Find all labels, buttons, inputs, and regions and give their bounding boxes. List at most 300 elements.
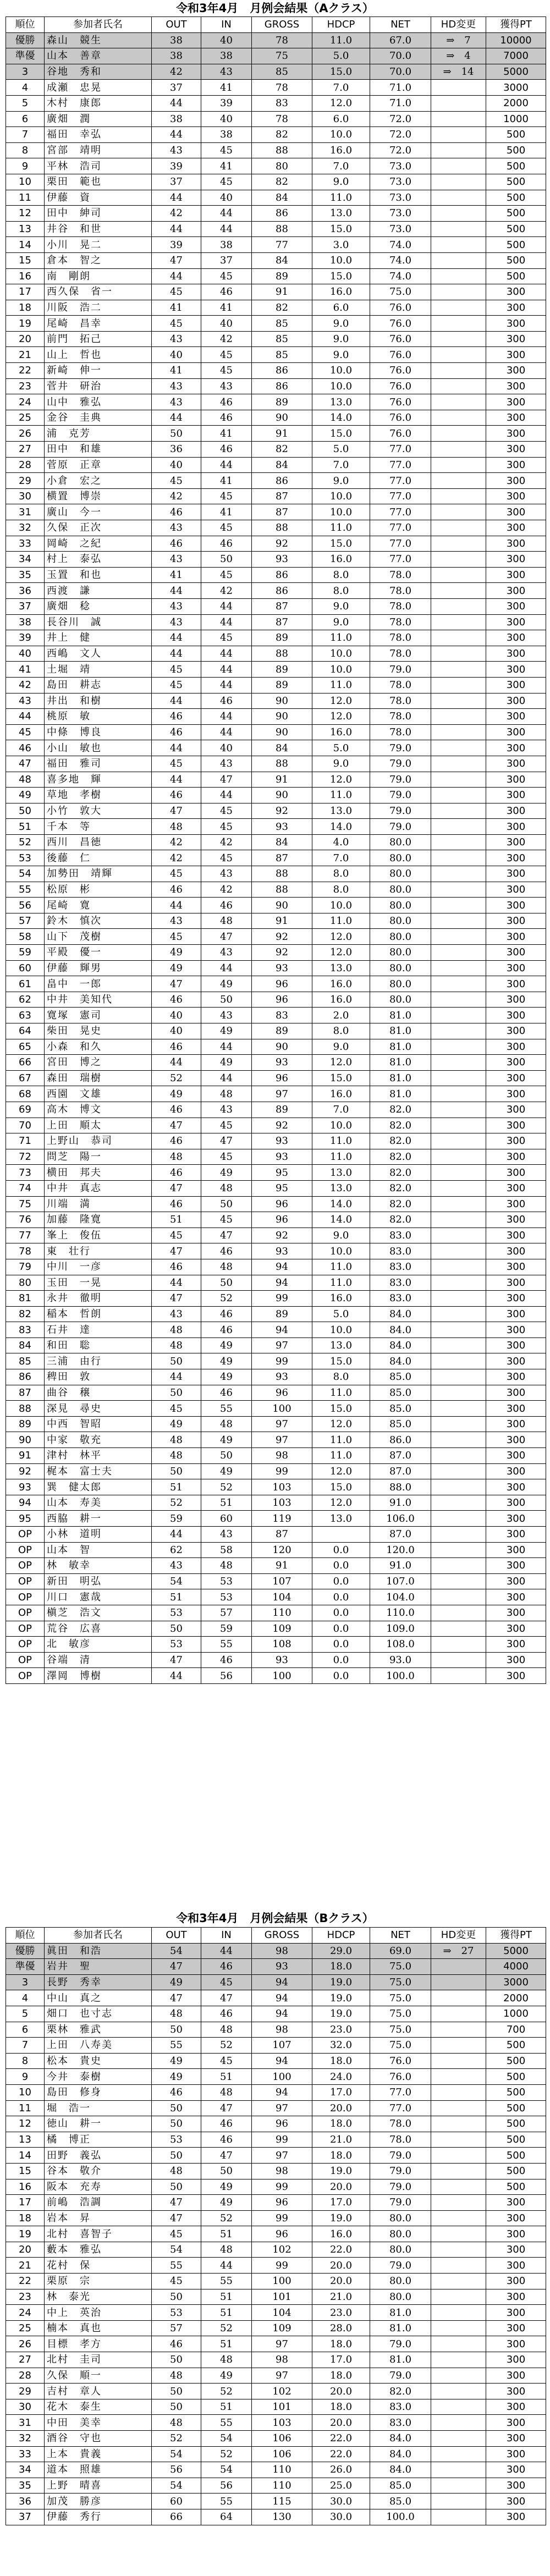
cell-rank: 33 — [6, 536, 45, 552]
table-row — [6, 1432, 546, 1448]
table-row — [6, 1149, 546, 1165]
cell-net: 108.0 — [370, 1637, 431, 1653]
table-row — [6, 520, 546, 536]
cell-in: 52 — [201, 2210, 252, 2226]
cell-name: 菅井 研治 — [45, 378, 152, 394]
cell-hd-change — [431, 2163, 486, 2179]
cell-hd-change: ⇒ 7 — [431, 32, 486, 48]
cell-points: 300 — [486, 724, 546, 740]
cell-points: 300 — [486, 1369, 546, 1385]
cell-hd-change — [431, 709, 486, 725]
cell-out: 46 — [152, 882, 201, 898]
table-row — [6, 2195, 546, 2211]
cell-rank: 94 — [6, 1495, 45, 1511]
cell-name: 島田 耕志 — [45, 677, 152, 693]
cell-name: 巽 健太郎 — [45, 1479, 152, 1495]
cell-points: 300 — [486, 677, 546, 693]
cell-hd-change — [431, 1479, 486, 1495]
cell-gross: 96 — [252, 1070, 312, 1086]
cell-rank: 35 — [6, 2478, 45, 2494]
column-header-gross: GROSS — [252, 1928, 312, 1944]
cell-net: 75.0 — [370, 1959, 431, 1975]
cell-out: 46 — [152, 2336, 201, 2352]
cell-out: 40 — [152, 1023, 201, 1039]
cell-in: 58 — [201, 1542, 252, 1558]
cell-out: 42 — [152, 64, 201, 80]
cell-in: 48 — [201, 1180, 252, 1196]
cell-out: 47 — [152, 803, 201, 819]
cell-hd-change — [431, 237, 486, 253]
cell-rank: 7 — [6, 127, 45, 143]
cell-in: 54 — [201, 2431, 252, 2447]
cell-name: 山上 哲也 — [45, 347, 152, 363]
cell-points: 300 — [486, 488, 546, 504]
cell-hd-change — [431, 740, 486, 756]
cell-rank: 24 — [6, 394, 45, 410]
table-row — [6, 1086, 546, 1102]
cell-rank: 23 — [6, 378, 45, 394]
cell-rank: 76 — [6, 1212, 45, 1228]
cell-in: 46 — [201, 1306, 252, 1322]
cell-rank: 12 — [6, 2116, 45, 2132]
cell-gross: 103 — [252, 2415, 312, 2431]
cell-hdcp: 15.0 — [312, 426, 370, 442]
cell-gross: 77 — [252, 237, 312, 253]
cell-out: 47 — [152, 1180, 201, 1196]
cell-hd-change — [431, 2100, 486, 2116]
cell-rank: 53 — [6, 850, 45, 866]
cell-in: 44 — [201, 1943, 252, 1959]
cell-points: 300 — [486, 1180, 546, 1196]
cell-gross: 88 — [252, 866, 312, 882]
table-row — [6, 1353, 546, 1369]
cell-rank: 77 — [6, 1228, 45, 1243]
cell-net: 80.0 — [370, 2210, 431, 2226]
table-row — [6, 1511, 546, 1527]
cell-net: 85.0 — [370, 1401, 431, 1417]
cell-hdcp: 19.0 — [312, 2006, 370, 2022]
cell-net: 78.0 — [370, 2116, 431, 2132]
cell-name: 上田 順太 — [45, 1118, 152, 1133]
cell-out: 60 — [152, 2494, 201, 2509]
cell-points: 300 — [486, 1259, 546, 1275]
cell-net: 73.0 — [370, 206, 431, 222]
cell-gross: 86 — [252, 378, 312, 394]
cell-gross: 99 — [252, 1291, 312, 1307]
column-header-net: NET — [370, 1928, 431, 1944]
cell-out: 44 — [152, 772, 201, 788]
cell-hdcp: 12.0 — [312, 693, 370, 709]
cell-rank: 85 — [6, 1353, 45, 1369]
cell-hd-change — [431, 1008, 486, 1023]
cell-points: 300 — [486, 2274, 546, 2289]
cell-name: 草地 孝樹 — [45, 788, 152, 803]
cell-net: 81.0 — [370, 1023, 431, 1039]
column-header-points: 獲得PT — [486, 17, 546, 33]
cell-net: 78.0 — [370, 567, 431, 583]
cell-in: 38 — [201, 127, 252, 143]
cell-hdcp: 8.0 — [312, 1023, 370, 1039]
cell-hd-change — [431, 1228, 486, 1243]
cell-in: 46 — [201, 1385, 252, 1401]
cell-hdcp: 18.0 — [312, 1959, 370, 1975]
cell-out: 45 — [152, 2226, 201, 2242]
table-row — [6, 598, 546, 614]
cell-net: 77.0 — [370, 2100, 431, 2116]
table-row — [6, 2132, 546, 2148]
cell-in: 45 — [201, 1212, 252, 1228]
cell-name: 井谷 和世 — [45, 221, 152, 237]
table-row — [6, 992, 546, 1008]
cell-hd-change — [431, 2226, 486, 2242]
table-row — [6, 1558, 546, 1574]
cell-name: 後藤 仁 — [45, 850, 152, 866]
cell-gross: 89 — [252, 662, 312, 678]
cell-points: 300 — [486, 363, 546, 379]
cell-net: 83.0 — [370, 1228, 431, 1243]
cell-net: 104.0 — [370, 1589, 431, 1605]
cell-hd-change — [431, 788, 486, 803]
cell-in: 51 — [201, 2399, 252, 2415]
cell-gross: 92 — [252, 803, 312, 819]
cell-name: 三浦 由行 — [45, 1353, 152, 1369]
cell-hd-change — [431, 2179, 486, 2195]
cell-out: 48 — [152, 2415, 201, 2431]
cell-name: 尾崎 昌幸 — [45, 316, 152, 332]
cell-hdcp: 13.0 — [312, 1180, 370, 1196]
cell-rank: 73 — [6, 1165, 45, 1181]
cell-rank: 71 — [6, 1133, 45, 1149]
cell-net: 82.0 — [370, 1212, 431, 1228]
cell-gross: 93 — [252, 552, 312, 568]
cell-points: 300 — [486, 772, 546, 788]
cell-out: 52 — [152, 1495, 201, 1511]
cell-in: 51 — [201, 2305, 252, 2321]
cell-rank: 10 — [6, 174, 45, 190]
cell-points: 300 — [486, 1479, 546, 1495]
cell-out: 44 — [152, 410, 201, 426]
cell-hd-change — [431, 819, 486, 835]
cell-hdcp: 9.0 — [312, 614, 370, 630]
cell-in: 50 — [201, 992, 252, 1008]
cell-hdcp: 10.0 — [312, 252, 370, 268]
cell-hd-change — [431, 252, 486, 268]
cell-gross: 95 — [252, 1180, 312, 1196]
cell-name: 石井 達 — [45, 1322, 152, 1338]
cell-points: 10000 — [486, 32, 546, 48]
table-row — [6, 929, 546, 945]
table-row — [6, 347, 546, 363]
cell-net: 75.0 — [370, 1974, 431, 1990]
table-row — [6, 48, 546, 64]
cell-hd-change — [431, 1448, 486, 1464]
cell-hd-change — [431, 2384, 486, 2399]
cell-points: 300 — [486, 1621, 546, 1637]
cell-gross: 83 — [252, 95, 312, 111]
cell-rank: 61 — [6, 976, 45, 992]
cell-points: 300 — [486, 2320, 546, 2336]
cell-hd-change — [431, 567, 486, 583]
table-row — [6, 866, 546, 882]
cell-hdcp: 0.0 — [312, 1589, 370, 1605]
cell-out: 49 — [152, 1974, 201, 1990]
cell-hd-change — [431, 2368, 486, 2384]
cell-in: 55 — [201, 2274, 252, 2289]
cell-out: 54 — [152, 2242, 201, 2258]
cell-hdcp: 0.0 — [312, 1637, 370, 1653]
section-b-title: 令和3年4月 月例会結果（Bクラス） — [176, 1912, 374, 1925]
cell-hd-change — [431, 1974, 486, 1990]
cell-rank: 31 — [6, 2415, 45, 2431]
cell-out: 54 — [152, 1573, 201, 1589]
cell-points: 300 — [486, 1542, 546, 1558]
cell-rank: 15 — [6, 252, 45, 268]
cell-rank: 60 — [6, 960, 45, 976]
cell-points: 300 — [486, 394, 546, 410]
cell-out: 43 — [152, 331, 201, 347]
cell-in: 53 — [201, 1589, 252, 1605]
cell-in: 39 — [201, 95, 252, 111]
cell-in: 44 — [201, 677, 252, 693]
cell-gross: 85 — [252, 331, 312, 347]
cell-net: 80.0 — [370, 2274, 431, 2289]
cell-gross: 104 — [252, 2305, 312, 2321]
cell-hd-change — [431, 724, 486, 740]
cell-points: 300 — [486, 1385, 546, 1401]
cell-in: 41 — [201, 426, 252, 442]
cell-gross: 96 — [252, 2226, 312, 2242]
table-row — [6, 442, 546, 458]
cell-name: 花村 保 — [45, 2258, 152, 2274]
cell-rank: 51 — [6, 819, 45, 835]
cell-name: 菅原 正章 — [45, 457, 152, 473]
cell-rank: 36 — [6, 2494, 45, 2509]
cell-hdcp — [312, 1527, 370, 1543]
cell-out: 44 — [152, 1527, 201, 1543]
cell-in: 38 — [201, 237, 252, 253]
cell-name: 永井 徹明 — [45, 1291, 152, 1307]
cell-in: 41 — [201, 80, 252, 96]
cell-gross: 101 — [252, 2289, 312, 2305]
cell-rank: 3 — [6, 64, 45, 80]
cell-points: 300 — [486, 1055, 546, 1071]
cell-name: 伊藤 資 — [45, 190, 152, 206]
cell-hdcp: 9.0 — [312, 347, 370, 363]
cell-gross: 90 — [252, 1039, 312, 1055]
cell-out: 41 — [152, 567, 201, 583]
cell-points: 300 — [486, 378, 546, 394]
cell-in: 47 — [201, 772, 252, 788]
table-row — [6, 457, 546, 473]
cell-net: 73.0 — [370, 174, 431, 190]
cell-gross: 88 — [252, 221, 312, 237]
cell-rank: 13 — [6, 2132, 45, 2148]
cell-out: 46 — [152, 1196, 201, 1212]
cell-gross: 90 — [252, 898, 312, 913]
cell-in: 43 — [201, 64, 252, 80]
cell-out: 50 — [152, 1353, 201, 1369]
table-row — [6, 2494, 546, 2509]
cell-net: 82.0 — [370, 2384, 431, 2399]
cell-in: 45 — [201, 142, 252, 158]
table-row — [6, 237, 546, 253]
cell-rank: 16 — [6, 2179, 45, 2195]
cell-in: 43 — [201, 1527, 252, 1543]
cell-gross: 100 — [252, 2069, 312, 2085]
cell-hdcp: 26.0 — [312, 2462, 370, 2478]
cell-in: 48 — [201, 913, 252, 929]
cell-hd-change — [431, 1291, 486, 1307]
cell-name: 中田 美幸 — [45, 2415, 152, 2431]
cell-rank: 13 — [6, 221, 45, 237]
cell-name: 森山 競生 — [45, 32, 152, 48]
table-row — [6, 2305, 546, 2321]
cell-rank: 22 — [6, 363, 45, 379]
cell-hd-change — [431, 1495, 486, 1511]
cell-net: 79.0 — [370, 740, 431, 756]
cell-out: 47 — [152, 1959, 201, 1975]
cell-hdcp: 11.0 — [312, 520, 370, 536]
cell-hdcp: 9.0 — [312, 316, 370, 332]
results-table-a — [6, 16, 546, 1684]
cell-gross: 94 — [252, 1259, 312, 1275]
cell-gross: 86 — [252, 583, 312, 599]
cell-net: 81.0 — [370, 1086, 431, 1102]
cell-rank: 準優 — [6, 48, 45, 64]
cell-hd-change — [431, 111, 486, 127]
cell-in: 50 — [201, 1275, 252, 1291]
cell-out: 43 — [152, 598, 201, 614]
cell-hdcp: 16.0 — [312, 724, 370, 740]
cell-points: 300 — [486, 2446, 546, 2462]
cell-hdcp: 8.0 — [312, 567, 370, 583]
cell-net: 79.0 — [370, 803, 431, 819]
cell-gross: 93 — [252, 1149, 312, 1165]
cell-in: 59 — [201, 1621, 252, 1637]
cell-gross: 88 — [252, 646, 312, 662]
cell-gross: 110 — [252, 2462, 312, 2478]
cell-out: 40 — [152, 347, 201, 363]
cell-name: 寛塚 憲司 — [45, 1008, 152, 1023]
cell-gross: 84 — [252, 834, 312, 850]
cell-rank: 57 — [6, 913, 45, 929]
cell-net: 80.0 — [370, 929, 431, 945]
cell-points: 300 — [486, 819, 546, 835]
cell-in: 60 — [201, 1511, 252, 1527]
cell-net: 78.0 — [370, 583, 431, 599]
cell-points: 5000 — [486, 64, 546, 80]
table-row — [6, 882, 546, 898]
cell-hd-change — [431, 693, 486, 709]
cell-hdcp: 16.0 — [312, 284, 370, 300]
cell-in: 43 — [201, 945, 252, 961]
table-row — [6, 1448, 546, 1464]
cell-out: 48 — [152, 1322, 201, 1338]
table-row — [6, 221, 546, 237]
cell-points: 700 — [486, 2022, 546, 2038]
column-header-hd-change: HD変更 — [431, 17, 486, 33]
cell-rank: 優勝 — [6, 32, 45, 48]
cell-out: 43 — [152, 142, 201, 158]
cell-net: 78.0 — [370, 709, 431, 725]
cell-rank: OP — [6, 1605, 45, 1621]
cell-name: 新田 明弘 — [45, 1573, 152, 1589]
cell-gross: 101 — [252, 2399, 312, 2415]
cell-hd-change — [431, 1306, 486, 1322]
cell-out: 57 — [152, 2320, 201, 2336]
cell-name: 今井 泰樹 — [45, 2069, 152, 2085]
cell-gross: 90 — [252, 724, 312, 740]
cell-gross: 96 — [252, 1212, 312, 1228]
cell-hdcp: 13.0 — [312, 1165, 370, 1181]
cell-hd-change — [431, 2494, 486, 2509]
cell-gross: 99 — [252, 1353, 312, 1369]
column-header-out: OUT — [152, 1928, 201, 1944]
cell-hd-change: ⇒ 27 — [431, 1943, 486, 1959]
table-row — [6, 1259, 546, 1275]
cell-hd-change — [431, 142, 486, 158]
cell-points: 300 — [486, 2384, 546, 2399]
cell-hdcp: 17.0 — [312, 2352, 370, 2368]
cell-out: 54 — [152, 2478, 201, 2494]
cell-hd-change: ⇒ 14 — [431, 64, 486, 80]
cell-hd-change — [431, 1070, 486, 1086]
cell-out: 45 — [152, 756, 201, 772]
cell-points: 300 — [486, 2415, 546, 2431]
table-row — [6, 80, 546, 96]
table-row — [6, 693, 546, 709]
cell-gross: 109 — [252, 1621, 312, 1637]
cell-points: 500 — [486, 206, 546, 222]
cell-out: 43 — [152, 520, 201, 536]
cell-rank: 9 — [6, 158, 45, 174]
table-row — [6, 1180, 546, 1196]
cell-out: 43 — [152, 1558, 201, 1574]
cell-out: 50 — [152, 2022, 201, 2038]
cell-out: 52 — [152, 2431, 201, 2447]
cell-hdcp: 16.0 — [312, 552, 370, 568]
cell-in: 57 — [201, 1605, 252, 1621]
table-row — [6, 1369, 546, 1385]
cell-rank: 29 — [6, 2384, 45, 2399]
cell-hd-change — [431, 1416, 486, 1432]
cell-net: 84.0 — [370, 1306, 431, 1322]
cell-name: 道本 照雄 — [45, 2462, 152, 2478]
cell-name: 廣畑 稔 — [45, 598, 152, 614]
cell-hd-change — [431, 473, 486, 489]
cell-points: 300 — [486, 1558, 546, 1574]
cell-name: 平殿 優一 — [45, 945, 152, 961]
cell-in: 43 — [201, 866, 252, 882]
cell-rank: 23 — [6, 2289, 45, 2305]
cell-hd-change — [431, 2038, 486, 2054]
table-row — [6, 1943, 546, 1959]
cell-hd-change — [431, 756, 486, 772]
cell-name: 川端 満 — [45, 1196, 152, 1212]
cell-rank: 62 — [6, 992, 45, 1008]
cell-out: 48 — [152, 2006, 201, 2022]
cell-hdcp: 18.0 — [312, 2336, 370, 2352]
cell-name: 横田 邦夫 — [45, 1165, 152, 1181]
cell-hd-change — [431, 206, 486, 222]
cell-in: 40 — [201, 111, 252, 127]
cell-hd-change — [431, 1589, 486, 1605]
cell-rank: 5 — [6, 95, 45, 111]
cell-name: 和田 聡 — [45, 1337, 152, 1353]
cell-rank: 20 — [6, 331, 45, 347]
cell-net: 75.0 — [370, 2038, 431, 2054]
cell-rank: 47 — [6, 756, 45, 772]
